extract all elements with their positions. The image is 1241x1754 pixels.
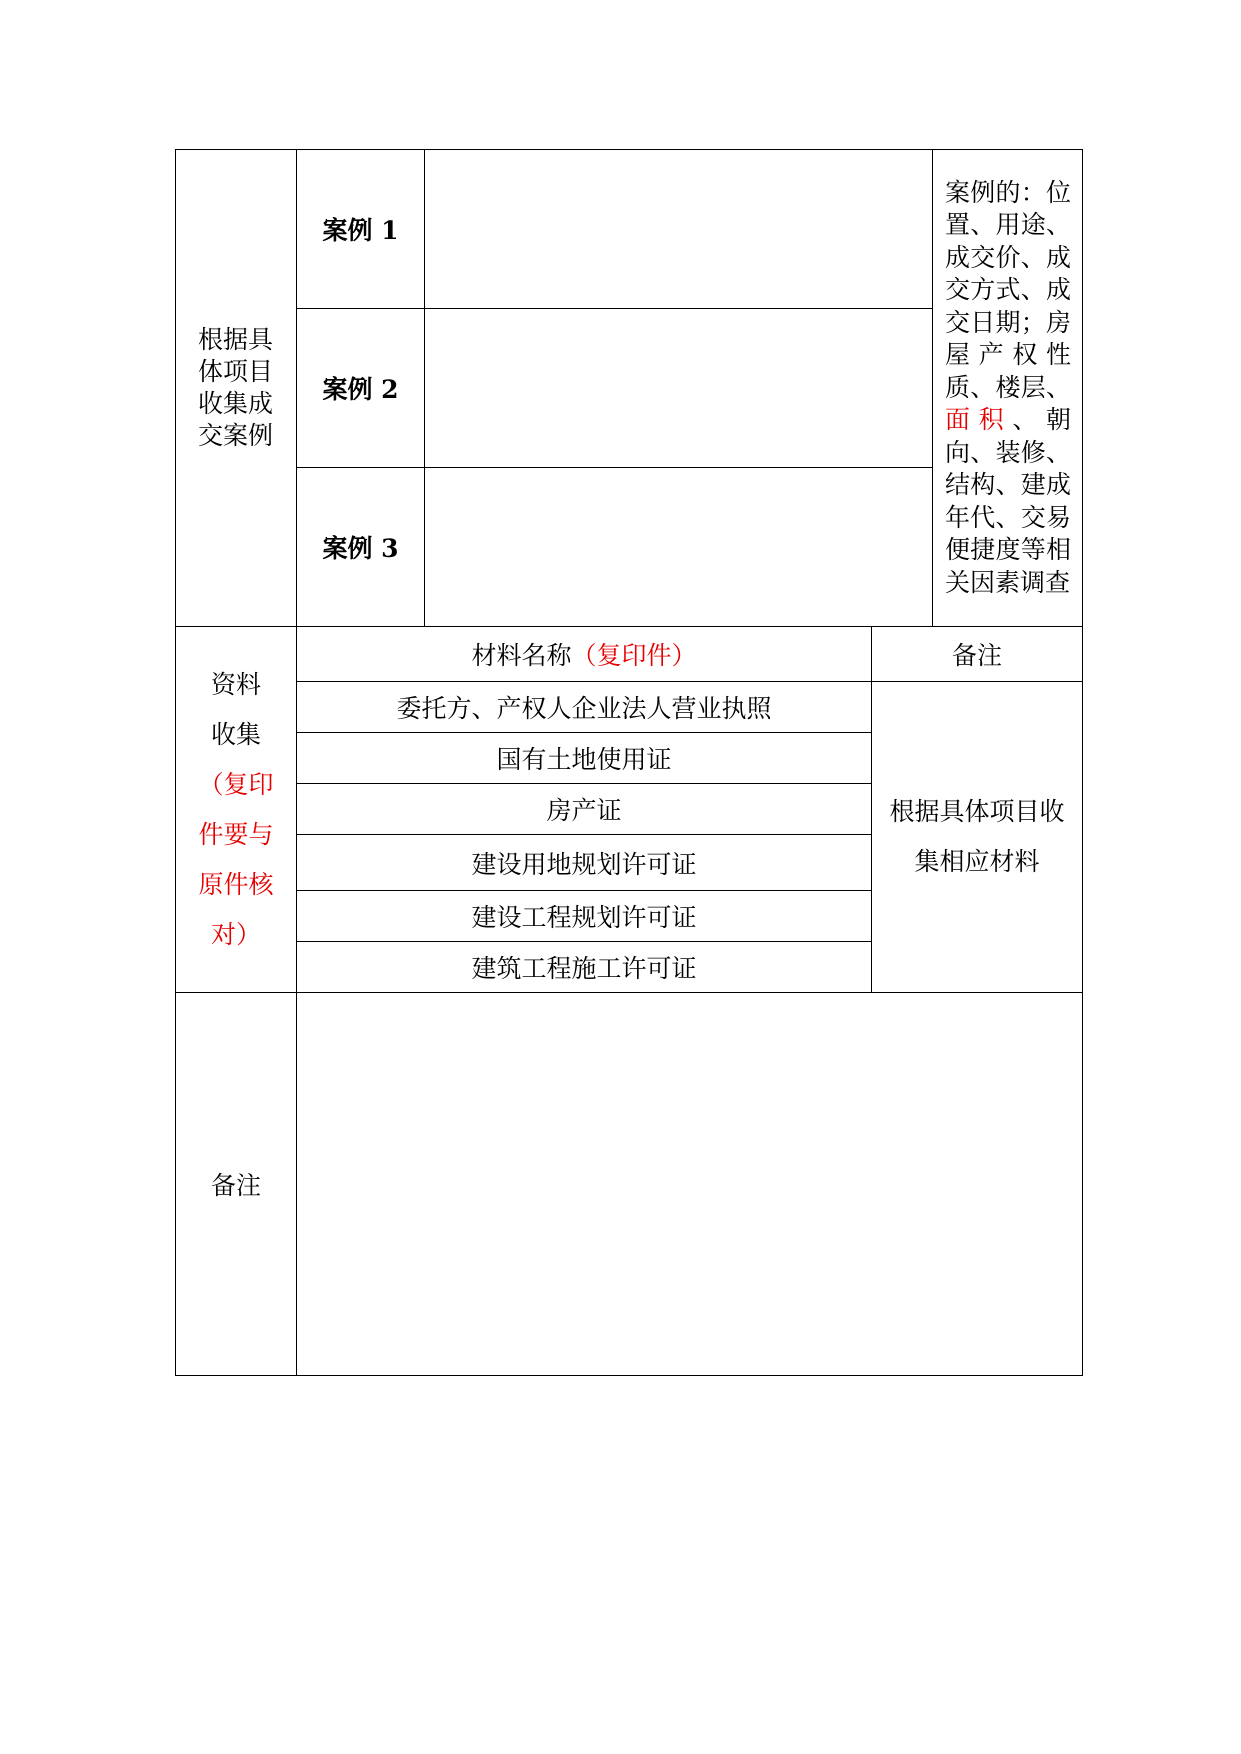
table-border-bottom	[175, 1375, 1083, 1376]
materials-remark-line: 根据具体项目收	[889, 797, 1065, 826]
material-item-text: 建设用地规划许可证	[471, 849, 697, 879]
material-item	[297, 891, 871, 941]
case-1-label-text: 案例 1	[322, 216, 399, 245]
collection-label-red-line: 件要与	[198, 819, 274, 849]
collection-label-line: 收集	[210, 719, 261, 749]
remarks-content-cell[interactable]	[297, 993, 1082, 1375]
material-item	[297, 682, 871, 732]
materials-remark-cell	[872, 682, 1082, 992]
case-1-content-cell[interactable]	[425, 150, 932, 308]
case-2-label-text: 案例 2	[322, 375, 399, 404]
case-factors-text	[945, 177, 1071, 600]
material-item-text: 房产证	[546, 796, 622, 825]
material-name-header-note: （复印件）	[571, 641, 697, 670]
case-1-label	[297, 150, 424, 308]
collection-label-red-line: 原件核	[198, 869, 274, 899]
case-2-label	[297, 309, 424, 467]
material-item	[297, 942, 871, 992]
case-3-content-cell[interactable]	[425, 468, 932, 626]
table-border-right	[1082, 149, 1083, 1376]
case-3-label-text: 案例 3	[322, 534, 399, 563]
case-factors-cell	[933, 150, 1082, 626]
remarks-section-label	[176, 993, 296, 1375]
cases-section-label-text: 根据具体项目收集成交案例	[198, 325, 274, 450]
material-item-text: 国有土地使用证	[496, 745, 672, 774]
material-item-text: 建设工程规划许可证	[471, 903, 697, 932]
case-3-label	[297, 468, 424, 626]
material-item	[297, 733, 871, 783]
remark-header	[872, 627, 1082, 681]
case-2-content-cell[interactable]	[425, 309, 932, 467]
material-name-header	[297, 627, 871, 681]
factors-text-part2: 、朝向、装修、结构、建成年代、交易便捷度等相关因素调查	[945, 405, 1071, 597]
remarks-section-label-text: 备注	[210, 1171, 261, 1200]
collection-section-label-text	[198, 660, 273, 960]
factors-text-area-highlight: 面积	[945, 405, 1013, 435]
materials-remark-line: 集相应材料	[914, 847, 1040, 876]
material-item-text: 建筑工程施工许可证	[471, 954, 697, 983]
materials-remark-text	[889, 787, 1064, 887]
cases-section-label	[176, 150, 296, 626]
material-item	[297, 784, 871, 834]
collection-label-line: 资料	[210, 669, 261, 699]
collection-label-red-line: 对）	[210, 919, 261, 949]
material-item	[297, 835, 871, 890]
material-item-text: 委托方、产权人企业法人营业执照	[396, 694, 772, 723]
remark-header-text: 备注	[951, 641, 1002, 670]
collection-section-label	[176, 627, 296, 992]
material-name-header-text: 材料名称	[471, 641, 572, 670]
collection-label-red-line: （复印	[198, 769, 274, 799]
factors-text-part1: 案例的：位置、用途、成交价、成交方式、成交日期；房屋产权性质、楼层、	[945, 177, 1071, 402]
